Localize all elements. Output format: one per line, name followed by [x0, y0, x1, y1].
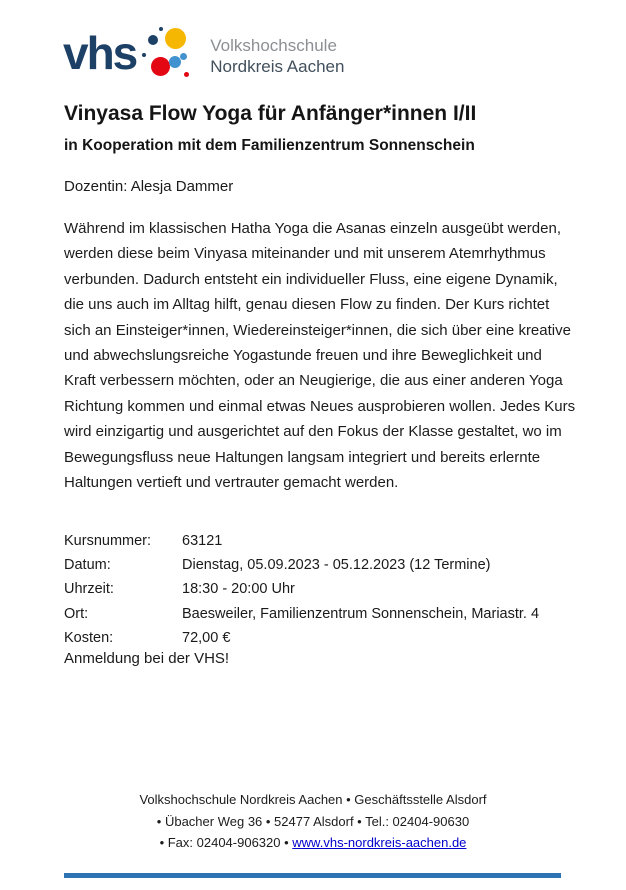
detail-label: Kursnummer: — [64, 533, 152, 549]
detail-label: Uhrzeit: — [64, 581, 114, 598]
detail-row-uhrzeit — [64, 577, 584, 601]
page-footer — [0, 789, 626, 854]
detail-value: 18:30 - 20:00 Uhr — [182, 581, 295, 598]
course-title: Vinyasa Flow Yoga für Anfänger*innen I/II — [64, 102, 477, 125]
logo-org-text — [210, 26, 344, 77]
footer-website-link[interactable]: www.vhs-nordkreis-aachen.de — [292, 835, 467, 850]
course-description: Während im klassischen Hatha Yoga die Asanas einzeln ausgeübt werden, werden diese beim Vinyasa miteinander und mit unserem Atemrhythmus verbunden. Dadurch entsteht ein individueller Fluss, eine eigene Dynamik, die uns auch im Alltag hilft, genau diesen Flow zu finden. Der Kurs richtet sich an Einsteiger*innen, Wiedereinsteiger*innen, die sich über eine kreative und abwechslungsreiche Yogastunde freuen und ihre Beweglichkeit und Kraft verbessern möchten, oder an Neugierige, die aus einer anderen Yoga Richtung kommen und einmal etwas Neues ausprobieren wollen. Jedes Kurs wird einzigartig und ausgerichtet auf den Fokus der Klasse gestaltet, wo im Bewegungsfluss neue Haltungen langsam integriert und bereits erlernte Haltungen vertieft und vertrauter gemacht werden. — [64, 220, 576, 492]
footer-divider-bar — [64, 873, 561, 878]
instructor-line: Dozentin: Alesja Dammer — [64, 178, 234, 195]
footer-fax-text: • Fax: 02404-906320 • — [159, 835, 293, 850]
detail-row-datum — [64, 553, 584, 577]
course-subtitle: in Kooperation mit dem Familienzentrum Sonnenschein — [64, 137, 475, 154]
logo-org-name: Volkshochschule — [210, 36, 337, 55]
detail-label: Kosten: — [64, 629, 114, 646]
vhs-logo — [63, 26, 344, 82]
footer-line-contact — [0, 832, 626, 854]
detail-value: Baesweiler, Familienzentrum Sonnenschein, Mariastr. 4 — [182, 605, 540, 622]
detail-label: Datum: — [64, 557, 111, 574]
registration-note: Anmeldung bei der VHS! — [64, 650, 230, 667]
detail-value: 63121 — [182, 533, 223, 549]
logo-region-name: Nordkreis Aachen — [210, 57, 345, 76]
footer-line-address: • Übacher Weg 36 • 52477 Alsdorf • Tel.: 02404-90630 — [156, 813, 470, 829]
vhs-logo-dots-icon — [140, 26, 198, 82]
vhs-wordmark: vhs — [63, 27, 137, 79]
detail-value: 72,00 € — [182, 629, 231, 646]
detail-row-kursnummer — [64, 529, 584, 553]
detail-row-kosten — [64, 626, 584, 650]
detail-row-ort — [64, 602, 584, 626]
detail-label: Ort: — [64, 605, 89, 622]
footer-line-org: Volkshochschule Nordkreis Aachen • Geschäftsstelle Alsdorf — [139, 792, 487, 807]
course-details-table — [64, 529, 584, 650]
detail-value: Dienstag, 05.09.2023 - 05.12.2023 (12 Termine) — [182, 557, 491, 574]
